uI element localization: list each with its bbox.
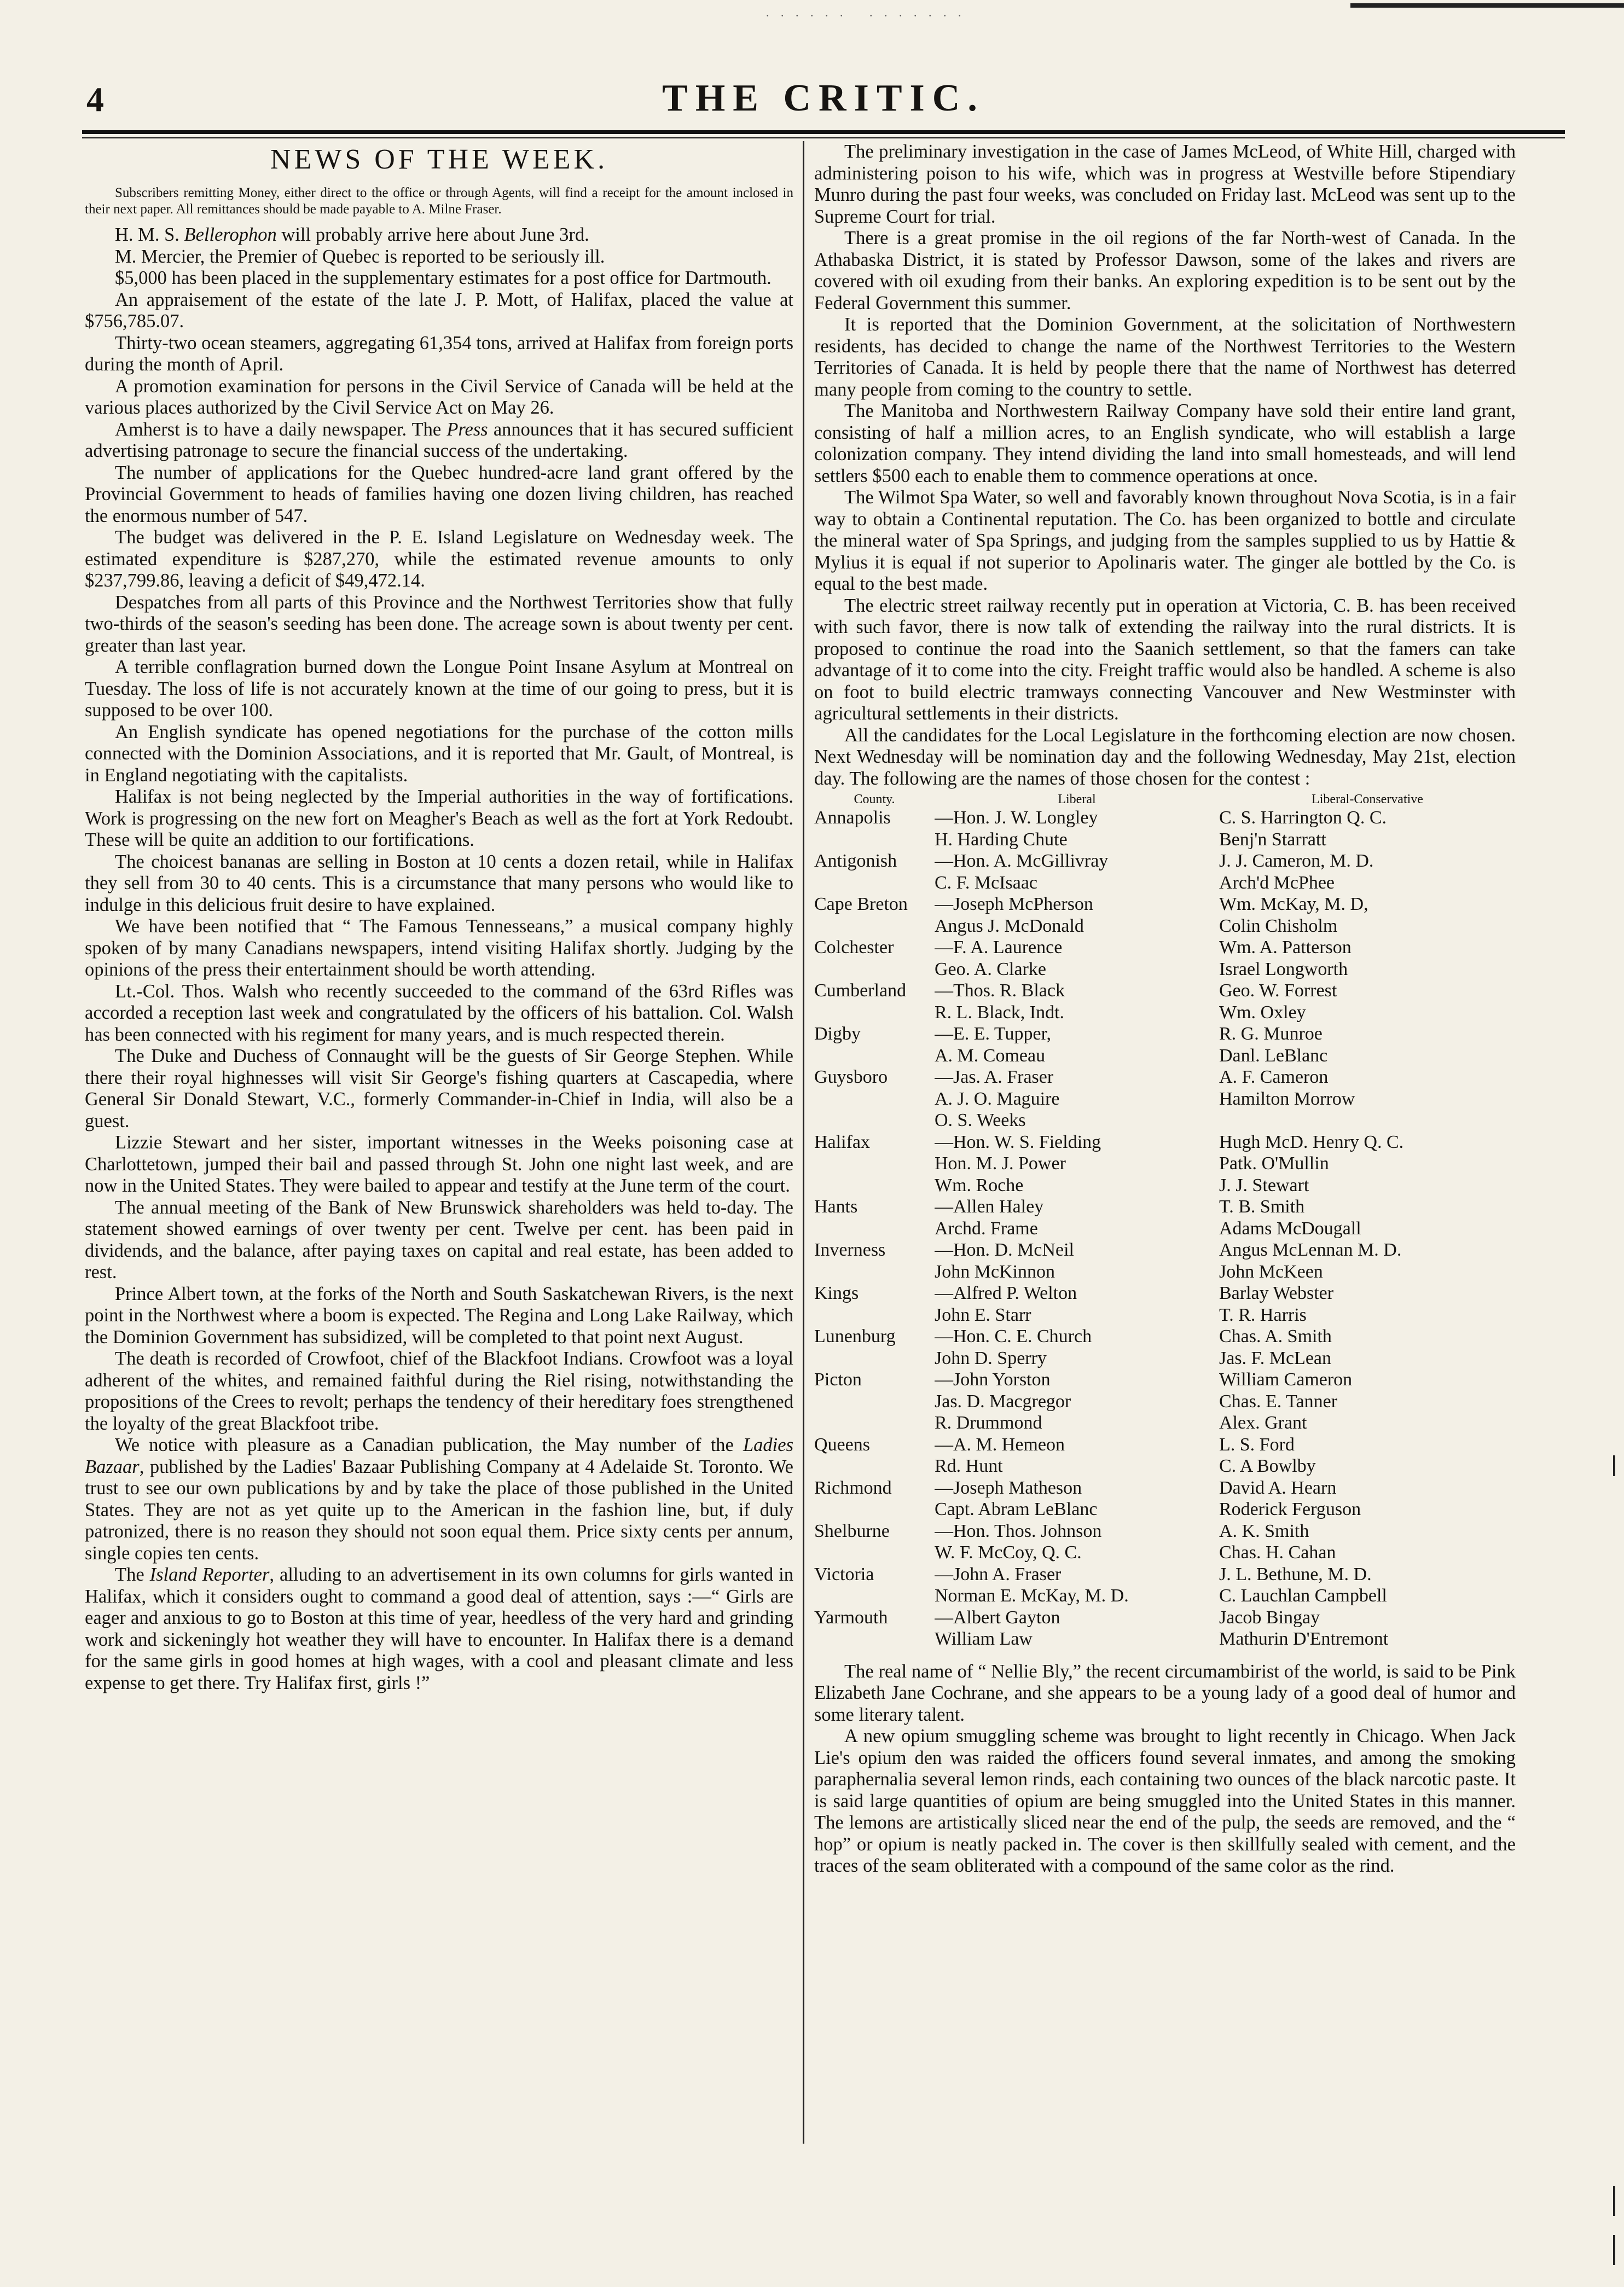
news-item-text: , alluding to an advertisement in its own columns for girls wanted in Halifax, which it considers ought to command a good deal of attention, says :—“ Girls are eager and anxious to go to Boston at this time of year, heedless of the very hard and grinding work and sickeningly hot weather they will have to encounter. In Halifax there is a demand for the same girls in good homes at high wages, with a cool and pleasant climate and less expense to get there. Try Halifax first, girls !” [85,1564,793,1693]
table-row [814,959,1516,980]
table-row [814,893,1516,915]
news-item: All the candidates for the Local Legislature in the forthcoming election are now chosen. Next Wednesday will be nomination day and the following Wednesday, May 21st, election day. The following are the names of those chosen for the contest : [814,724,1516,789]
liberal-candidate: —Hon. J. W. Longley [935,808,1098,828]
news-item [85,1435,793,1564]
liberal-candidate: —A. M. Hemeon [935,1434,1065,1455]
news-item: Halifax is not being neglected by the Imperial authorities in the way of fortifications. Work is progressing on the new fort on Meagher's Beach as well as the fort at York Redoubt. These will be quite an addition to our fortifications. [85,786,793,850]
county-cell: Colchester [814,937,894,957]
liberal-candidate: Angus J. McDonald [935,915,1084,936]
table-row [814,1391,1516,1413]
table-row [814,1434,1516,1456]
county-cell: Queens [814,1434,870,1455]
liberal-conservative-candidate: Danl. LeBlanc [1219,1045,1328,1066]
header-rule-thin [82,137,1565,138]
county-cell [814,1542,935,1564]
liberal-candidate: H. Harding Chute [935,829,1068,850]
liberal-candidate: —Hon. D. McNeil [935,1240,1074,1260]
news-item-text: The [115,1564,150,1585]
news-item: The annual meeting of the Bank of New Brunswick shareholders was held to-day. The statement showed earnings of over twenty per cent. Twelve per cent. has been paid in dividends, and the balance, after paying taxes on capital and real estate, has been added to rest. [85,1197,793,1282]
liberal-conservative-candidate: Geo. W. Forrest [1219,980,1337,1001]
liberal-candidate: A. M. Comeau [935,1045,1046,1066]
news-item: There is a great promise in the oil regions of the far North-west of Canada. In the Athabaska District, it is stated by Professor Dawson, some of the lakes and rivers are covered with oil exuding from their banks. An exploring expedition is to be sent out by the Federal Government this summer. [814,228,1516,314]
left-column [85,141,793,1694]
liberal-conservative-candidate: Chas. A. Smith [1219,1326,1332,1346]
publication-name: Bellerophon [184,224,277,245]
table-row [814,1455,1516,1477]
liberal-conservative-candidate: T. R. Harris [1219,1304,1307,1325]
table-row [814,1110,1516,1131]
news-item-text: , published by the Ladies' Bazaar Publishing Company at 4 Adelaide St. Toronto. We trust to see our own publications by and by take the place of those published in the United States. They are not as yet quite up to the American in the fashion line, but, if duly patronized, there is no reason they should not soon equal them. Price sixty cents per annum, single copies ten cents. [85,1456,793,1564]
county-cell: Digby [814,1024,861,1044]
liberal-conservative-candidate [1219,1110,1516,1131]
news-item: A new opium smuggling scheme was brought to light recently in Chicago. When Jack Lie's opium den was raided the officers found several inmates, and among the smoking paraphernalia several lemon rinds, each containing two ounces of the black narcotic paste. It is said large quantities of opium are being smuggled into the United States in this manner. The lemons are artistically sliced near the end of the pulp, the seeds are removed, and the “ hop” or opium is neatly packed in. The cover is then skillfully sealed with cement, and the traces of the seam obliterated with a compound of the same color as the rind. [814,1726,1516,1876]
news-item: The death is recorded of Crowfoot, chief of the Blackfoot Indians. Crowfoot was a loyal adherent of the whites, and remained faithful during the Riel rising, notwithstanding the propositions of the Crees to revolt; perhaps the tendency of their hereditary foes strengthened the loyalty of the great Blackfoot tribe. [85,1348,793,1434]
table-row [814,850,1516,872]
table-row [814,1542,1516,1564]
liberal-candidate: Hon. M. J. Power [935,1153,1066,1174]
liberal-candidate: —Hon. W. S. Fielding [935,1131,1101,1152]
table-row [814,915,1516,937]
liberal-candidate: —Joseph Matheson [935,1477,1082,1498]
liberal-conservative-candidate: Roderick Ferguson [1219,1499,1361,1519]
page-header [82,77,1565,126]
table-row [814,1045,1516,1067]
liberal-conservative-candidate: Angus McLennan M. D. [1219,1240,1402,1260]
election-candidates-table [814,792,1516,1650]
county-cell: Antigonish [814,851,897,871]
liberal-candidate: —John A. Fraser [935,1564,1062,1584]
liberal-candidate: O. S. Weeks [935,1110,1026,1130]
liberal-candidate: —John Yorston [935,1369,1051,1390]
county-cell [814,1002,935,1024]
news-item: The number of applications for the Quebec hundred-acre land grant offered by the Provincial Government to heads of families having one dozen living children, has reached the enormous number of 547. [85,462,793,526]
table-row [814,1628,1516,1650]
liberal-conservative-candidate: Arch'd McPhee [1219,872,1335,893]
liberal-conservative-candidate: C. A Bowlby [1219,1456,1316,1476]
county-cell [814,1175,935,1197]
liberal-candidate: A. J. O. Maguire [935,1088,1060,1109]
county-cell: Hants [814,1197,858,1217]
news-item: The preliminary investigation in the case of James McLeod, of White Hill, charged with administering poison to his wife, which was in progress at Westville before Stipendiary Munro during the past four weeks, was concluded on Friday last. McLeod was sent up to the Supreme Court for trial. [814,141,1516,227]
county-cell: Picton [814,1369,862,1390]
news-item: It is reported that the Dominion Government, at the solicitation of Northwestern residents, has decided to change the name of the Northwest Territories to the Western Territories of Canada. It is held by people there that the name of Northwest has deterred many people from coming to the country to settle. [814,314,1516,400]
county-cell: Yarmouth [814,1607,888,1628]
liberal-header: Liberal [1058,792,1096,806]
liberal-conservative-candidate: T. B. Smith [1219,1197,1305,1217]
county-cell [814,1455,935,1477]
news-item: Lt.-Col. Thos. Walsh who recently succeeded to the command of the 63rd Rifles was accorded a reception last week and congratulated by the officers of his battalion. Col. Walsh has been connected with his regiment for many years, and is much respected therein. [85,980,793,1045]
county-cell [814,1088,935,1110]
news-item [85,419,793,462]
table-row [814,1282,1516,1304]
liberal-conservative-candidate: Wm. Oxley [1219,1002,1306,1023]
table-row [814,1066,1516,1088]
liberal-conservative-candidate: R. G. Munroe [1219,1024,1323,1044]
table-row [814,937,1516,959]
news-item [85,1564,793,1694]
table-row [814,1348,1516,1369]
margin-mark [1613,2186,1615,2216]
county-cell [814,1628,935,1650]
liberal-candidate: C. F. McIsaac [935,872,1038,893]
news-item: Despatches from all parts of this Province and the Northwest Territories show that fully two-thirds of the season's seeding has been done. The acreage sown is about twenty per cent. greater than last year. [85,591,793,656]
news-item: An appraisement of the estate of the late J. P. Mott, of Halifax, placed the value at $756,785.07. [85,289,793,332]
news-item-text: H. M. S. [115,224,184,245]
news-item: A promotion examination for persons in the Civil Service of Canada will be held at the various places authorized by the Civil Service Act on May 26. [85,375,793,418]
county-header: County. [854,792,895,806]
liberal-conservative-candidate: Benj'n Starratt [1219,829,1326,850]
liberal-candidate: Archd. Frame [935,1218,1038,1239]
table-row [814,1153,1516,1175]
county-cell: Victoria [814,1564,874,1584]
table-row [814,1175,1516,1197]
county-cell [814,1045,935,1067]
liberal-candidate: Norman E. McKay, M. D. [935,1586,1129,1606]
liberal-candidate: —Thos. R. Black [935,980,1065,1001]
liberal-conservative-candidate: Colin Chisholm [1219,915,1338,936]
liberal-candidate: Jas. D. Macgregor [935,1391,1071,1412]
county-cell: Lunenburg [814,1326,896,1346]
county-cell: Annapolis [814,808,891,828]
liberal-conservative-candidate: John McKeen [1219,1261,1323,1282]
subscriber-notice: Subscribers remitting Money, either direct to the office or through Agents, will find a receipt for the amount inclosed in their next paper. All remittances should be made payable to A. Milne Fraser. [85,185,793,217]
table-row [814,829,1516,851]
news-item: The choicest bananas are selling in Boston at 10 cents a dozen retail, while in Halifax they sell from 30 to 40 cents. This is a circumstance that many persons who would like to indulge in this delicious fruit desire to have explained. [85,851,793,915]
table-row [814,1564,1516,1586]
news-item: $5,000 has been placed in the supplementary estimates for a post office for Dartmouth. [115,268,772,288]
liberal-candidate: Wm. Roche [935,1175,1024,1195]
county-cell [814,1348,935,1369]
news-item: We have been notified that “ The Famous Tennesseans,” a musical company highly spoken of by many Canadians newspapers, intend visiting Halifax shortly. Judging by the opinions of the press their entertainment should be worth attending. [85,916,793,980]
county-cell: Kings [814,1283,859,1303]
left-news-items [85,224,793,1694]
liberal-conservative-candidate: David A. Hearn [1219,1477,1337,1498]
liberal-candidate: Geo. A. Clarke [935,959,1046,979]
county-cell [814,1304,935,1326]
county-cell [814,872,935,894]
scan-edge-artifact: . . . . . . . . . . . . . [766,3,1624,11]
liberal-conservative-candidate: William Cameron [1219,1369,1353,1390]
liberal-conservative-candidate: Mathurin D'Entremont [1219,1629,1389,1649]
liberal-conservative-candidate: Hamilton Morrow [1219,1088,1355,1109]
county-cell: Inverness [814,1240,886,1260]
county-cell [814,1261,935,1283]
liberal-conservative-candidate: Adams McDougall [1219,1218,1361,1239]
liberal-conservative-candidate: J. J. Cameron, M. D. [1219,851,1374,871]
liberal-conservative-candidate: Chas. H. Cahan [1219,1542,1336,1563]
liberal-candidate: John McKinnon [935,1261,1055,1282]
county-cell: Halifax [814,1131,870,1152]
liberal-candidate: —Allen Haley [935,1197,1044,1217]
liberal-candidate: —Alfred P. Welton [935,1283,1077,1303]
table-row [814,1585,1516,1607]
table-row [814,1607,1516,1629]
liberal-conservative-candidate: Jas. F. McLean [1219,1348,1332,1368]
liberal-conservative-candidate: C. S. Harrington Q. C. [1219,808,1387,828]
right-column [814,141,1516,1877]
publication-name: Ladies Bazaar [85,1435,793,1477]
liberal-conservative-candidate: Wm. A. Patterson [1219,937,1352,957]
masthead: THE CRITIC. [662,77,985,119]
liberal-candidate: R. Drummond [935,1413,1042,1433]
county-cell [814,1391,935,1413]
table-row [814,1002,1516,1024]
liberal-candidate: —F. A. Laurence [935,937,1063,957]
margin-mark [1613,2235,1615,2265]
county-cell: Cumberland [814,980,907,1001]
news-item-text: announces that it has secured sufficient advertising patronage to secure the financial success of the undertaking. [85,419,793,461]
news-item: The electric street railway recently put in operation at Victoria, C. B. has been received with such favor, there is now talk of extending the railway into the rural districts. It is proposed to continue the road into the Saanich settlement, so that the famers can take advantage of it to come into the city. Freight traffic would also be handled. A scheme is also on foot to build electric tramways connecting Vancouver and New Westminster with agricultural settlements in their districts. [814,595,1516,724]
news-item-text: Amherst is to have a daily newspaper. The [115,419,447,440]
publication-name: Press [446,419,488,440]
liberal-candidate: John D. Sperry [935,1348,1047,1368]
county-cell [814,959,935,980]
liberal-conservative-candidate: Patk. O'Mullin [1219,1153,1329,1174]
county-cell [814,1499,935,1520]
news-item: The Manitoba and Northwestern Railway Company have sold their entire land grant, consisting of half a million acres, to an English syndicate, who will establish a large colonization company. They intend dividing the land into small homesteads, and will lend settlers $500 each to enable them to commence operations at once. [814,400,1516,486]
county-cell [814,1585,935,1607]
liberal-candidate: Rd. Hunt [935,1456,1003,1476]
table-row [814,1520,1516,1542]
news-item: The Wilmot Spa Water, so well and favorably known throughout Nova Scotia, is in a fair way to obtain a Continental reputation. The Co. has been organized to bottle and circulate the mineral water of Spa Springs, and judging from the samples supplied to us by Hattie & Mylius it is equal if not superior to Apolinaris water. The ginger ale bottled by the Co. is equal to the best made. [814,487,1516,594]
county-cell [814,1110,935,1131]
table-row [814,1218,1516,1240]
table-row [814,980,1516,1002]
news-item: Prince Albert town, at the forks of the North and South Saskatchewan Rivers, is the next point in the Northwest where a boom is expected. The Regina and Long Lake Railway, which the Dominion Government has subsidized, will be completed to that point next August. [85,1283,793,1348]
table-row [814,1239,1516,1261]
table-row [814,1261,1516,1283]
liberal-candidate: John E. Starr [935,1304,1031,1325]
news-item: A terrible conflagration burned down the Longue Point Insane Asylum at Montreal on Tuesday. The loss of life is not accurately known at the time of our going to press, but it is supposed to be over 100. [85,657,793,721]
liberal-conservative-candidate: Chas. E. Tanner [1219,1391,1338,1412]
liberal-candidate: —Jas. A. Fraser [935,1067,1054,1087]
table-header-row [814,792,1516,807]
liberal-conservative-candidate: J. J. Stewart [1219,1175,1309,1195]
liberal-candidate: W. F. McCoy, Q. C. [935,1542,1082,1563]
liberal-conservative-candidate: Hugh McD. Henry Q. C. [1219,1131,1404,1152]
liberal-conservative-candidate: L. S. Ford [1219,1434,1295,1455]
liberal-candidate: Capt. Abram LeBlanc [935,1499,1098,1519]
margin-mark [1613,1455,1615,1476]
right-news-items-bottom [814,1661,1516,1877]
page-number: 4 [86,80,104,119]
liberal-candidate: William Law [935,1629,1033,1649]
liberal-candidate: —Hon. A. McGillivray [935,851,1109,871]
news-item: The real name of “ Nellie Bly,” the recent circumambirist of the world, is said to be Pink Elizabeth Jane Cochrane, and she appears to be a young lady of a good deal of humor and some literary talent. [814,1661,1516,1725]
publication-name: Island Reporter [149,1564,270,1585]
liberal-conservative-candidate: A. F. Cameron [1219,1067,1329,1087]
table-row [814,1023,1516,1045]
table-row [814,1304,1516,1326]
table-row [814,1131,1516,1153]
liberal-conservative-candidate: J. L. Bethune, M. D. [1219,1564,1372,1584]
right-news-items [814,141,1516,790]
liberal-candidate: —Hon. C. E. Church [935,1326,1092,1346]
liberal-conservative-candidate: Israel Longworth [1219,959,1348,979]
liberal-conservative-candidate: A. K. Smith [1219,1520,1309,1541]
news-item: The budget was delivered in the P. E. Island Legislature on Wednesday week. The estimated expenditure is $287,270, while the estimated revenue amounts to only $237,799.86, leaving a deficit of $49,472.14. [85,527,793,591]
section-title: NEWS OF THE WEEK. [270,144,608,175]
county-cell: Cape Breton [814,894,908,914]
news-item: The Duke and Duchess of Connaught will be the guests of Sir George Stephen. While there their royal highnesses will visit Sir George's fishing quarters at Cascapedia, where General Sir Donald Stewart, V.C., formerly Commander-in-Chief in India, will also be a guest. [85,1046,793,1131]
liberal-conservative-candidate: Wm. McKay, M. D, [1219,894,1368,914]
news-item: M. Mercier, the Premier of Quebec is reported to be seriously ill. [115,246,605,267]
table-row [814,872,1516,894]
table-row [814,1499,1516,1520]
table-row [814,1477,1516,1499]
liberal-candidate: —E. E. Tupper, [935,1024,1052,1044]
county-cell: Richmond [814,1477,892,1498]
county-cell [814,1153,935,1175]
table-row [814,1196,1516,1218]
news-item-text: We notice with pleasure as a Canadian publication, the May number of the [115,1435,743,1455]
news-item [85,224,793,246]
county-cell [814,1412,935,1434]
liberal-candidate: —Joseph McPherson [935,894,1093,914]
table-row [814,1088,1516,1110]
liberal-conservative-candidate: C. Lauchlan Campbell [1219,1586,1387,1606]
news-item: An English syndicate has opened negotiations for the purchase of the cotton mills connected with the Dominion Associations, and it is reported that Mr. Gault, of Montreal, is in England negotiating with the capitalists. [85,721,793,786]
county-cell [814,915,935,937]
news-item-text: will probably arrive here about June 3rd. [276,224,589,245]
liberal-candidate: —Hon. Thos. Johnson [935,1520,1102,1541]
liberal-conservative-candidate: Alex. Grant [1219,1413,1307,1433]
liberal-conservative-candidate: Barlay Webster [1219,1283,1334,1303]
county-cell [814,1218,935,1240]
table-row [814,1326,1516,1348]
liberal-candidate: —Albert Gayton [935,1607,1060,1628]
news-item: Lizzie Stewart and her sister, important witnesses in the Weeks poisoning case at Charlottetown, jumped their bail and passed through St. John one night last week, and are now in the United States. They were bailed to appear and testify at the June term of the court. [85,1132,793,1196]
county-cell [814,829,935,851]
column-divider [803,141,804,2144]
county-cell: Guysboro [814,1067,888,1087]
liberal-conservative-header: Liberal-Conservative [1312,792,1423,806]
liberal-conservative-candidate: Jacob Bingay [1219,1607,1320,1628]
county-cell: Shelburne [814,1520,890,1541]
table-row [814,1412,1516,1434]
liberal-candidate: R. L. Black, Indt. [935,1002,1065,1023]
header-rule [82,130,1565,134]
table-row [814,807,1516,829]
news-item: Thirty-two ocean steamers, aggregating 61,354 tons, arrived at Halifax from foreign ports during the month of April. [85,332,793,375]
table-row [814,1369,1516,1391]
